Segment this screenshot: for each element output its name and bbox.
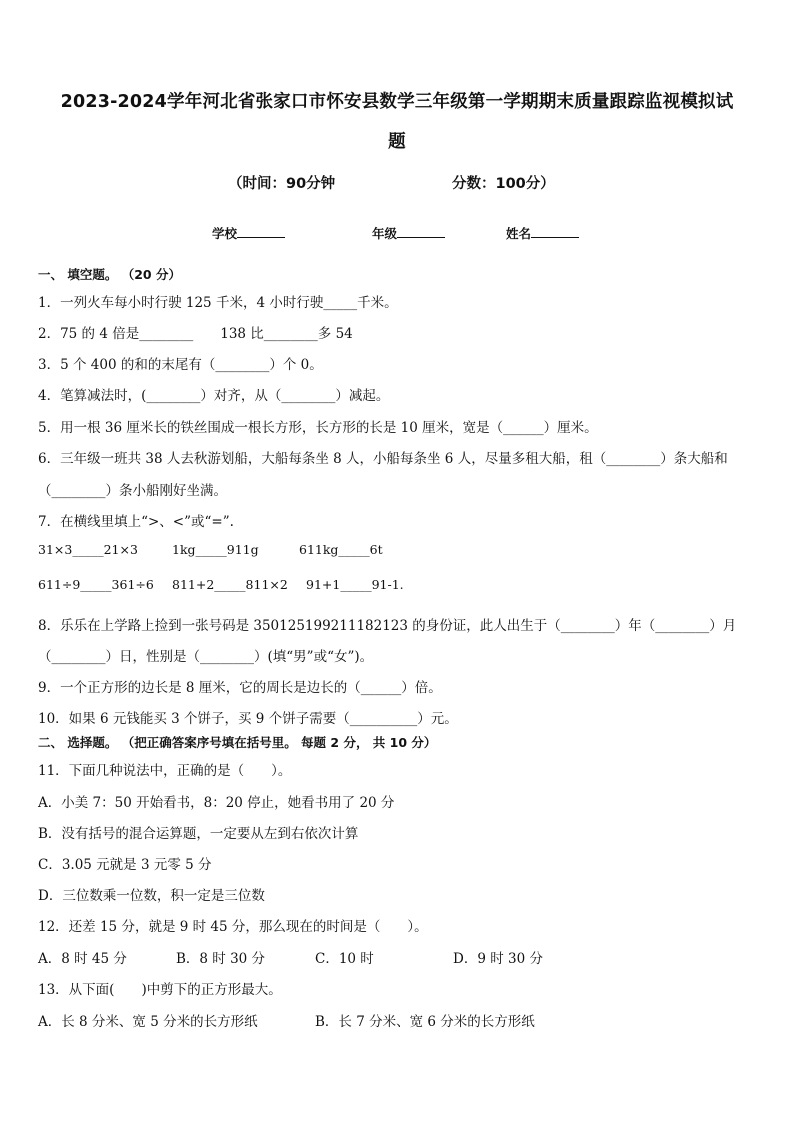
name-blank[interactable] — [531, 226, 579, 238]
page-title-line2: 题 — [388, 132, 406, 152]
q11-option-b: B．没有括号的混合运算题，一定要从左到右依次计算 — [38, 826, 359, 842]
question-8-line1: 8．乐乐在上学路上捡到一张号码是 350125199211182123 的身份证，此人出生于（________）年（________）月 — [38, 618, 737, 634]
name-label: 姓名 — [506, 226, 532, 241]
question-12: 12．还差 15 分，就是 9 时 45 分，那么现在的时间是（ ）。 — [38, 919, 428, 935]
question-4: 4．笔算减法时，(________）对齐，从（________）减起。 — [38, 388, 390, 404]
q7-item-4: 611÷9_____361÷6 — [38, 577, 154, 592]
q7-item-6: 91+1_____91-1. — [306, 577, 404, 592]
grade-blank[interactable] — [397, 226, 445, 238]
question-6-line2: （________）条小船刚好坐满。 — [38, 483, 227, 499]
exam-score: 分数：100分） — [452, 176, 555, 192]
section1-heading: 一、 填空题。 （20 分） — [38, 267, 181, 282]
question-11: 11．下面几种说法中，正确的是（ ）。 — [38, 763, 292, 779]
q7-item-1: 31×3_____21×3 — [38, 542, 138, 557]
question-13: 13．从下面( )中剪下的正方形最大。 — [38, 982, 282, 998]
q7-item-5: 811+2_____811×2 — [172, 577, 288, 592]
grade-field — [372, 224, 445, 242]
school-blank[interactable] — [237, 226, 285, 238]
school-field — [212, 224, 285, 242]
q13-option-a: A．长 8 分米、宽 5 分米的长方形纸 — [38, 1014, 258, 1030]
q11-option-d: D．三位数乘一位数，积一定是三位数 — [38, 888, 265, 904]
question-10: 10．如果 6 元钱能买 3 个饼子，买 9 个饼子需要（__________）元。 — [38, 711, 458, 727]
q11-option-a: A．小美 7：50 开始看书，8：20 停止，她看书用了 20 分 — [38, 795, 395, 811]
question-1: 1．一列火车每小时行驶 125 千米，4 小时行驶_____千米。 — [38, 295, 398, 311]
question-3: 3．5 个 400 的和的末尾有（________）个 0。 — [38, 357, 323, 373]
question-6-line1: 6．三年级一班共 38 人去秋游划船，大船每条坐 8 人，小船每条坐 6 人，尽量多租大船，租（________）条大船和 — [38, 451, 728, 467]
page-title-line1: 2023-2024学年河北省张家口市怀安县数学三年级第一学期期末质量跟踪监视模拟试 — [60, 92, 734, 112]
name-field — [506, 224, 579, 242]
q13-option-b: B．长 7 分米、宽 6 分米的长方形纸 — [315, 1014, 535, 1030]
q7-item-3: 611kg_____6t — [299, 542, 383, 557]
section2-heading: 二、 选择题。 （把正确答案序号填在括号里。 每题 2 分， 共 10 分） — [38, 735, 437, 750]
q12-option-b: B．8 时 30 分 — [176, 951, 266, 967]
exam-time: （时间：90分钟 — [228, 176, 336, 192]
question-8-line2: （________）日，性别是（________）(填“男”或“女”)。 — [38, 649, 374, 665]
question-7: 7．在横线里填上“>、<”或“=”. — [38, 514, 234, 530]
grade-label: 年级 — [372, 226, 398, 241]
question-2: 2．75 的 4 倍是________ 138 比________多 54 — [38, 326, 353, 342]
q12-option-c: C．10 时 — [315, 951, 374, 967]
q11-option-c: C．3.05 元就是 3 元零 5 分 — [38, 857, 212, 873]
school-label: 学校 — [212, 226, 238, 241]
question-9: 9．一个正方形的边长是 8 厘米，它的周长是边长的（______）倍。 — [38, 680, 442, 696]
question-5: 5．用一根 36 厘米长的铁丝围成一根长方形，长方形的长是 10 厘米，宽是（______）厘米。 — [38, 420, 598, 436]
q12-option-d: D．9 时 30 分 — [453, 951, 543, 967]
q7-item-2: 1kg_____911g — [172, 542, 259, 557]
q12-option-a: A．8 时 45 分 — [38, 951, 127, 967]
